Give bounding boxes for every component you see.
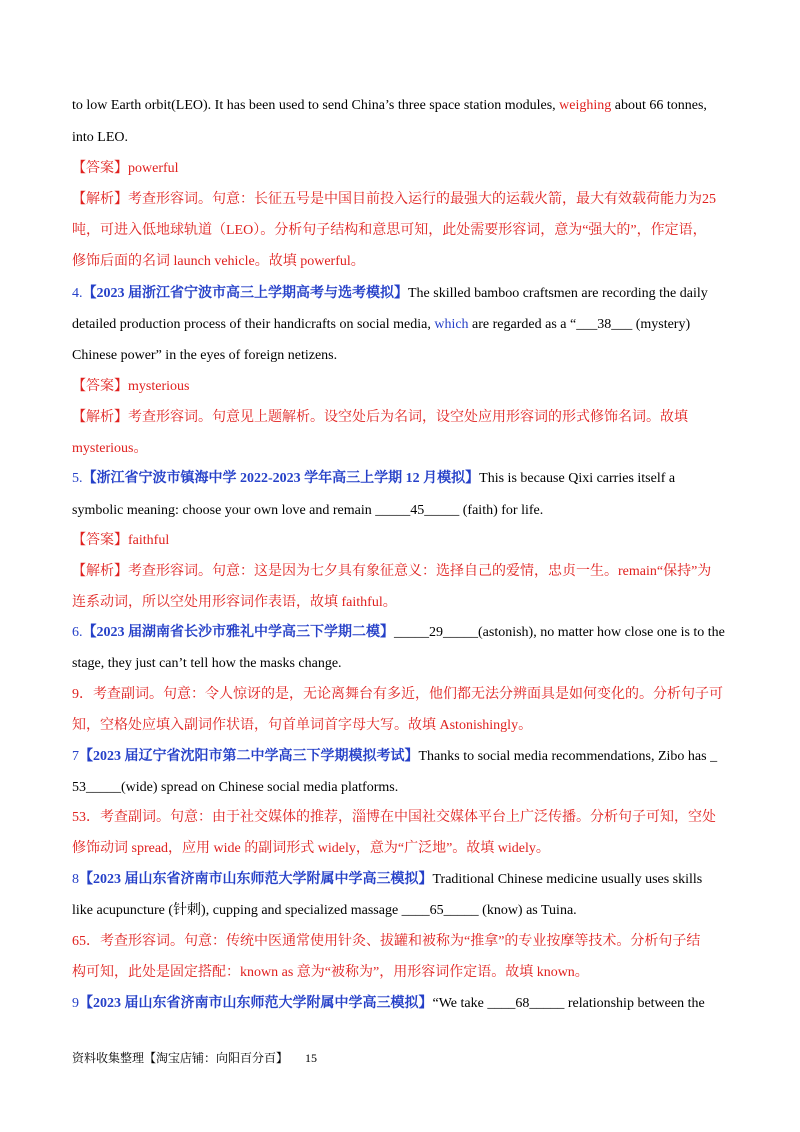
question-source: 【2023 届山东省济南市山东师范大学附属中学高三模拟】 bbox=[79, 872, 433, 887]
question-source: 【2023 届山东省济南市山东师范大学附属中学高三模拟】 bbox=[79, 996, 433, 1011]
question-number: 7 bbox=[72, 749, 79, 764]
question-number: 9 bbox=[72, 996, 79, 1011]
answer-blank: ____65_____ bbox=[401, 903, 479, 918]
question-line: symbolic meaning: choose your own love and remain _____45_____ (faith) for life. bbox=[72, 503, 544, 518]
analysis-line: 【解析】考查形容词。句意：长征五号是中国目前投入运行的最强大的运载火箭，最大有效载荷能力为25 bbox=[72, 192, 716, 207]
answer-line: 【答案】powerful bbox=[72, 161, 179, 176]
analysis-line: 修饰后面的名词 launch vehicle。故填 powerful。 bbox=[72, 254, 365, 269]
question-line: 9【2023 届山东省济南市山东师范大学附属中学高三模拟】“We take ____68_____ relationship between the bbox=[72, 996, 705, 1011]
question-line: stage, they just can’t tell how the masks change. bbox=[72, 656, 342, 671]
question-line: 4.【2023 届浙江省宁波市高三上学期高考与选考模拟】The skilled bamboo craftsmen are recording the daily bbox=[72, 286, 708, 301]
answer-line: 【答案】faithful bbox=[72, 533, 170, 548]
analysis-line: 吨，可进入低地球轨道（LEO）。分析句子结构和意思可知，此处需要形容词，意为“强大的”，作定语， bbox=[72, 223, 707, 238]
answer-blank: 53_____ bbox=[72, 780, 121, 795]
answer-blank: ___38___ bbox=[576, 317, 633, 332]
analysis-line: 构可知，此处是固定搭配：known as 意为“被称为”，用形容词作定语。故填 known。 bbox=[72, 965, 589, 980]
answer-blank: _____45_____ bbox=[375, 503, 460, 518]
question-line: 5.【浙江省宁波市镇海中学 2022-2023 学年高三上学期 12 月模拟】This is because Qixi carries itself a bbox=[72, 471, 676, 486]
text-line: to low Earth orbit(LEO). It has been used to send China’s three space station modules, weighing about 66 tonnes, bbox=[72, 98, 707, 113]
question-number: 5. bbox=[72, 471, 83, 486]
footer-text: 资料收集整理【淘宝店铺：向阳百分百】 bbox=[72, 1051, 289, 1065]
analysis-line: mysterious。 bbox=[72, 441, 148, 456]
analysis-line: 【解析】考查形容词。句意见上题解析。设空处后为名词，设空处应用形容词的形式修饰名词。故填 bbox=[72, 410, 688, 425]
question-line: Chinese power” in the eyes of foreign netizens. bbox=[72, 348, 338, 363]
analysis-line: 53．考查副词。句意：由于社交媒体的推荐，淄博在中国社交媒体平台上广泛传播。分析句子可知，空处 bbox=[72, 810, 716, 825]
question-line: 8【2023 届山东省济南市山东师范大学附属中学高三模拟】Traditional Chinese medicine usually uses skills bbox=[72, 872, 703, 887]
analysis-line: 知，空格处应填入副词作状语，句首单词首字母大写。故填 Astonishingly。 bbox=[72, 718, 533, 733]
question-line: 6.【2023 届湖南省长沙市雅礼中学高三下学期二模】_____29_____(astonish), no matter how close one is to the bbox=[72, 625, 725, 640]
analysis-line: 65．考查形容词。句意：传统中医通常使用针灸、拔罐和被称为“推拿”的专业按摩等技术。分析句子结 bbox=[72, 934, 701, 949]
text-line: into LEO. bbox=[72, 130, 128, 145]
question-source: 【2023 届辽宁省沈阳市第二中学高三下学期模拟考试】 bbox=[79, 749, 419, 764]
question-source: 【2023 届浙江省宁波市高三上学期高考与选考模拟】 bbox=[82, 286, 408, 301]
question-number: 8 bbox=[72, 872, 79, 887]
question-number: 6. bbox=[72, 625, 83, 640]
question-number: 4. bbox=[72, 286, 83, 301]
question-source: 【2023 届湖南省长沙市雅礼中学高三下学期二模】 bbox=[82, 625, 394, 640]
question-line: 7【2023 届辽宁省沈阳市第二中学高三下学期模拟考试】Thanks to social media recommendations, Zibo has _ bbox=[72, 749, 718, 764]
highlight-word: which bbox=[434, 317, 469, 332]
page-number: 15 bbox=[305, 1051, 318, 1065]
question-line: like acupuncture (针刺), cupping and specialized massage ____65_____ (know) as Tuina. bbox=[72, 903, 577, 918]
question-line: 53_____(wide) spread on Chinese social media platforms. bbox=[72, 780, 399, 795]
analysis-line: 连系动词，所以空处用形容词作表语，故填 faithful。 bbox=[72, 595, 397, 610]
page-footer bbox=[72, 1050, 317, 1066]
analysis-line: 【解析】考查形容词。句意：这是因为七夕具有象征意义：选择自己的爱情，忠贞一生。remain“保持”为 bbox=[72, 564, 712, 579]
answer-line: 【答案】mysterious bbox=[72, 379, 190, 394]
analysis-line: 9．考查副词。句意：令人惊讶的是，无论离舞台有多近，他们都无法分辨面具是如何变化的。分析句子可 bbox=[72, 687, 723, 702]
question-line: detailed production process of their handicrafts on social media, which are regarded as a “___38___ (mystery) bbox=[72, 317, 691, 332]
answer-blank: ____68_____ bbox=[487, 996, 565, 1011]
analysis-line: 修饰动词 spread，应用 wide 的副词形式 widely，意为“广泛地”。故填 widely。 bbox=[72, 841, 550, 856]
answer-blank: _____29_____ bbox=[394, 625, 478, 640]
highlight-word: weighing bbox=[559, 98, 612, 113]
question-source: 【浙江省宁波市镇海中学 2022-2023 学年高三上学期 12 月模拟】 bbox=[82, 471, 480, 486]
